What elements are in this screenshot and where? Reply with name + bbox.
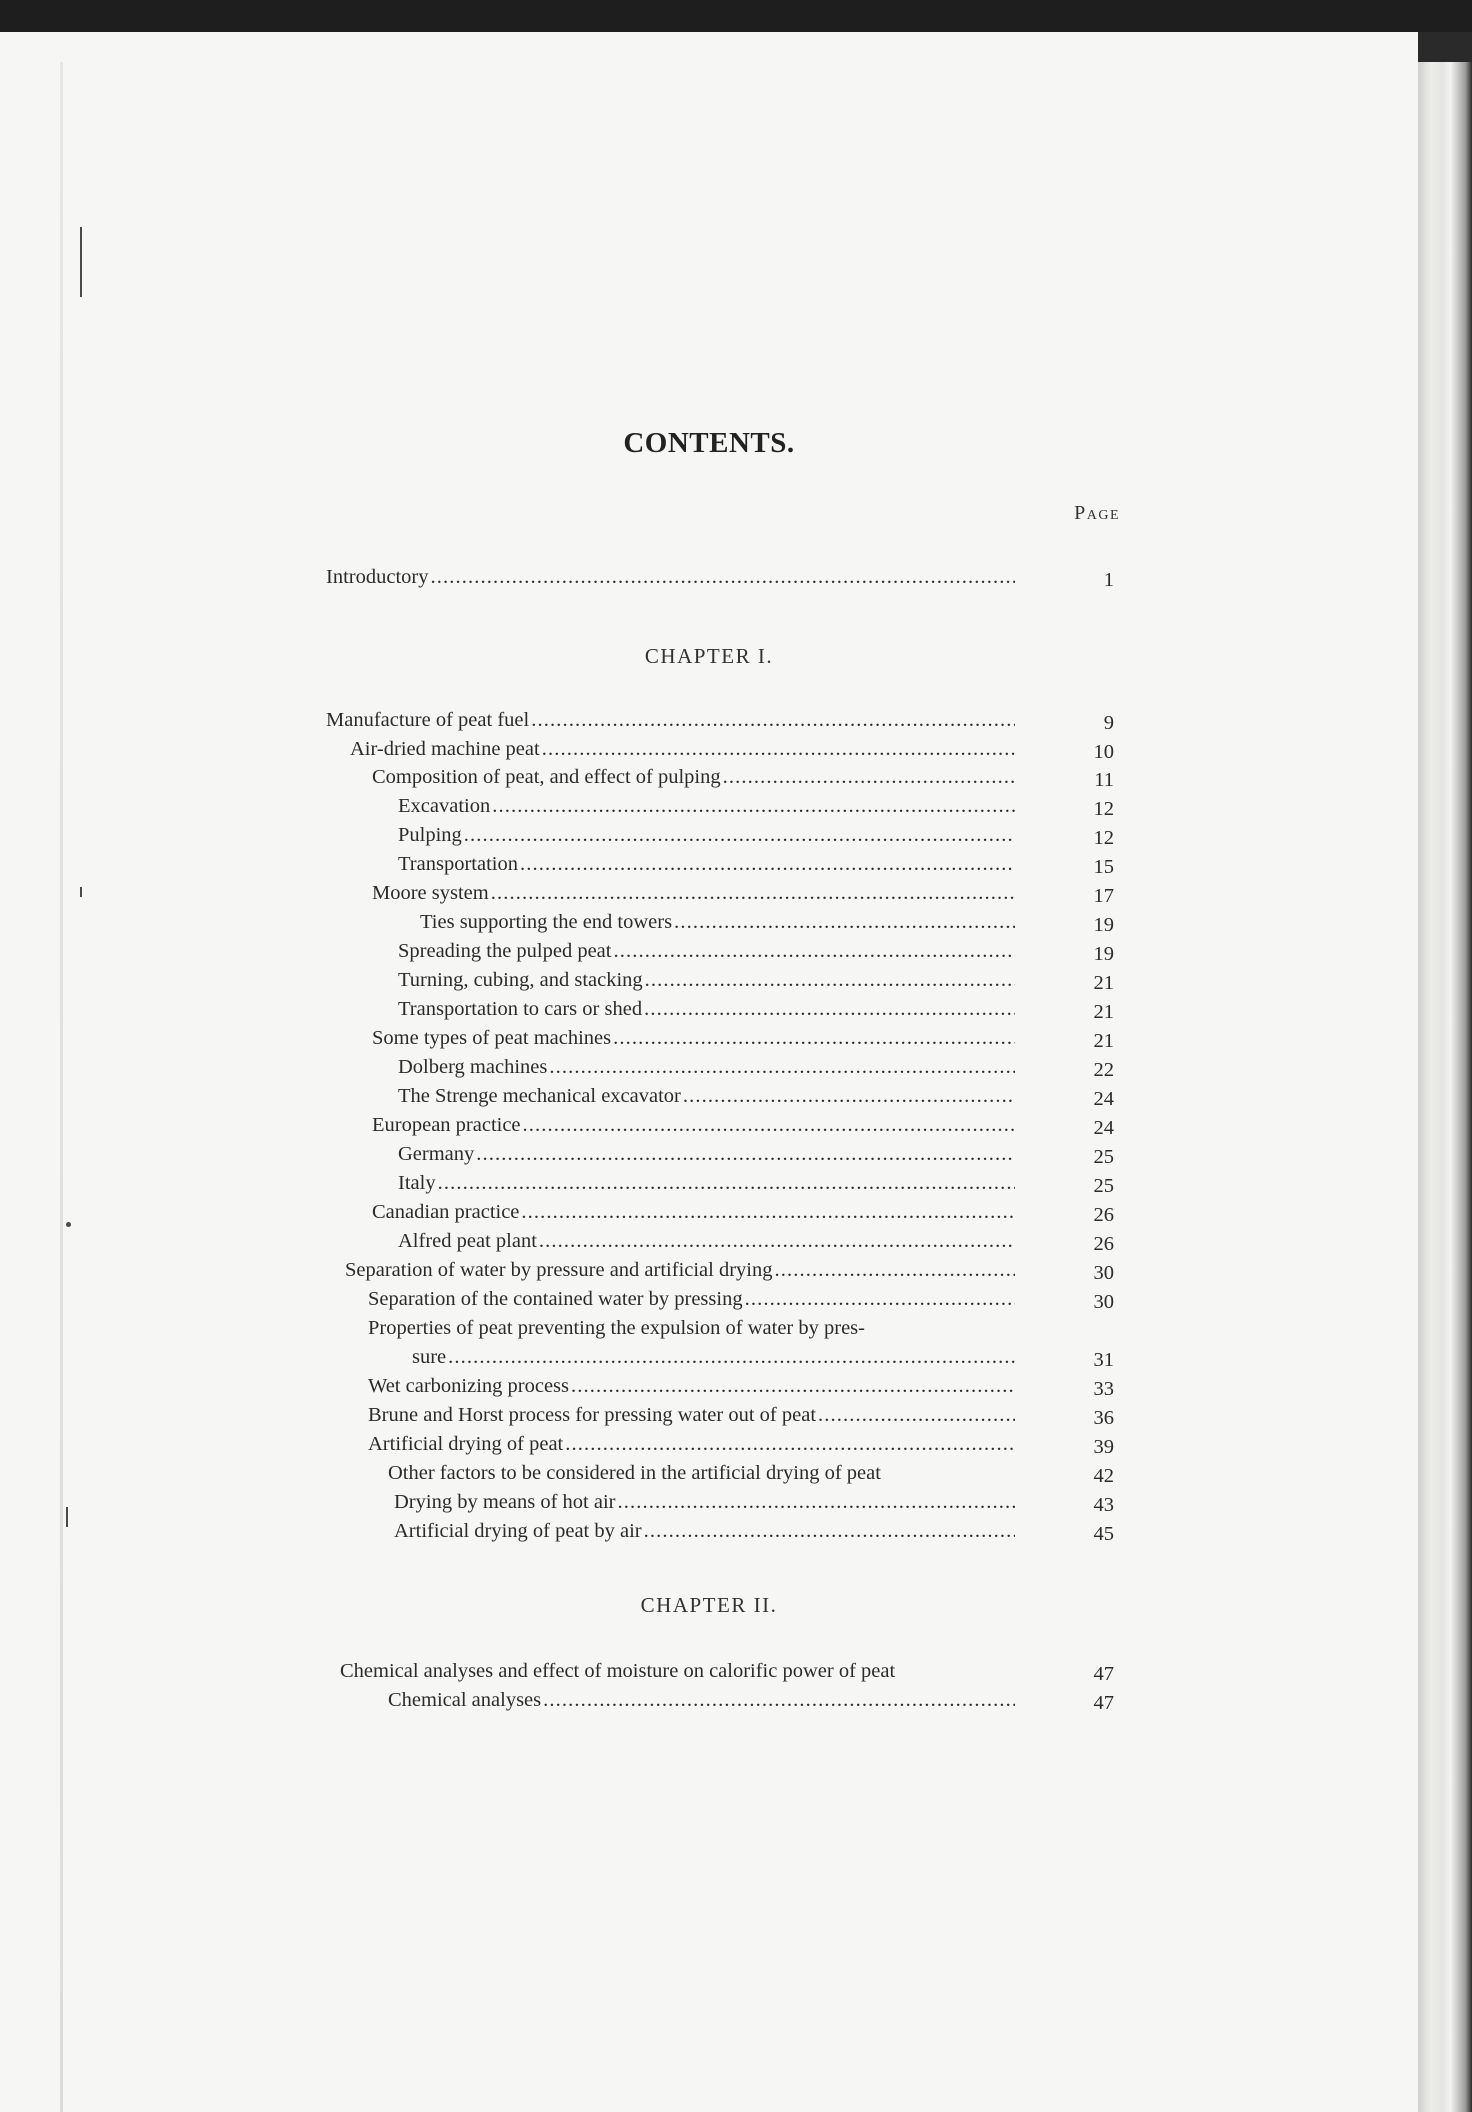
toc-entry (326, 564, 1015, 590)
toc-entry-page: 11 (1094, 769, 1114, 791)
toc-entry-label: Chemical analyses . . . (388, 1687, 1015, 1713)
toc-entry-page: 26 (1093, 1204, 1114, 1226)
toc-entry (398, 851, 1015, 877)
toc-entry-label: European practice . . . (372, 1112, 1015, 1138)
toc-entry (340, 1658, 1015, 1684)
toc-entry (398, 967, 1015, 993)
chapter-heading-2: CHAPTER II. (640, 1593, 778, 1617)
toc-entry-label: sure . . . (412, 1344, 1015, 1370)
toc-entry (420, 909, 1015, 935)
page-stack-edge (1418, 62, 1472, 2112)
toc-entry-label: Canadian practice . . . (372, 1199, 1015, 1225)
toc-entry-label: Composition of peat, and effect of pulping . . . (372, 764, 1015, 790)
toc-entry-page: 24 (1093, 1088, 1114, 1110)
toc-entry-page: 45 (1093, 1523, 1114, 1545)
toc-entry-label: Dolberg machines . . . (398, 1054, 1015, 1080)
toc-entry (368, 1373, 1015, 1399)
toc-entry-page: 43 (1093, 1494, 1114, 1516)
toc-entry-label: Some types of peat machines . . . (372, 1025, 1015, 1051)
toc-entry-page: 31 (1093, 1349, 1114, 1371)
toc-entry (398, 1141, 1015, 1167)
toc-entry-page: 33 (1093, 1378, 1114, 1400)
book-page (0, 32, 1418, 2112)
contents-title: CONTENTS. (623, 427, 795, 459)
toc-entry (345, 1257, 1015, 1283)
toc-entry-page: 12 (1093, 827, 1114, 849)
toc-entry (372, 1199, 1015, 1225)
toc-entry-page: 25 (1093, 1175, 1114, 1197)
toc-entry-label: Pulping . . . (398, 822, 1015, 848)
toc-entry-page: 21 (1093, 1030, 1114, 1052)
toc-entry-label: The Strenge mechanical excavator . . . (398, 1083, 1015, 1109)
toc-entry-label: Chemical analyses and effect of moisture on calorific power of peat (340, 1660, 896, 1682)
toc-entry (394, 1518, 1015, 1544)
toc-entry-label: Alfred peat plant . . . (398, 1228, 1015, 1254)
toc-entry-page: 9 (1103, 712, 1114, 734)
toc-entry (394, 1489, 1015, 1515)
toc-entry-label: Italy . . . (398, 1170, 1015, 1196)
toc-entry (398, 1054, 1015, 1080)
toc-entry-page: 47 (1093, 1663, 1114, 1685)
toc-entry-page: 17 (1093, 885, 1114, 907)
toc-entry-page: 39 (1093, 1436, 1114, 1458)
toc-entry (388, 1460, 1015, 1486)
toc-entry (412, 1344, 1015, 1370)
toc-entry-page: 26 (1093, 1233, 1114, 1255)
toc-entry (398, 938, 1015, 964)
toc-entry-label: Other factors to be considered in the artificial drying of peat (388, 1462, 881, 1484)
toc-entry (372, 1112, 1015, 1138)
toc-entry-label: Artificial drying of peat . . . (368, 1431, 1015, 1457)
toc-entry (398, 1083, 1015, 1109)
toc-entry-label: Ties supporting the end towers . . . (420, 909, 1015, 935)
toc-entry (368, 1286, 1015, 1312)
page-column-header: Page (1074, 502, 1120, 524)
toc-entry-label: Wet carbonizing process . . . (368, 1373, 1015, 1399)
toc-entry-label: Separation of the contained water by pressing . . . (368, 1286, 1015, 1312)
toc-entry (326, 707, 1015, 733)
toc-entry (398, 822, 1015, 848)
toc-entry-page: 10 (1093, 741, 1114, 763)
toc-entry (398, 1228, 1015, 1254)
toc-entry-label: Drying by means of hot air . . . (394, 1489, 1015, 1515)
toc-entry (372, 880, 1015, 906)
toc-entry-label: Separation of water by pressure and artificial drying . . . (345, 1257, 1015, 1283)
toc-entry (372, 1025, 1015, 1051)
toc-entry-label: Moore system . . . (372, 880, 1015, 906)
toc-entry-page: 30 (1093, 1262, 1114, 1284)
toc-entry (398, 793, 1015, 819)
toc-entry (368, 1402, 1015, 1428)
toc-entry (350, 736, 1015, 762)
toc-entry-page: 25 (1093, 1146, 1114, 1168)
toc-entry-page: 19 (1093, 914, 1114, 936)
toc-entry-page: 36 (1093, 1407, 1114, 1429)
toc-entry-page: 47 (1093, 1692, 1114, 1714)
toc-entry-label: Germany . . . (398, 1141, 1015, 1167)
toc-entry (372, 764, 1015, 790)
toc-entry (398, 1170, 1015, 1196)
toc-entry-label: Artificial drying of peat by air . . . (394, 1518, 1015, 1544)
toc-entry-label: Transportation to cars or shed . . . (398, 996, 1015, 1022)
toc-entry-label: Introductory . . . (326, 564, 1015, 590)
toc-entry-page: 24 (1093, 1117, 1114, 1139)
toc-entry-page: 1 (1103, 569, 1114, 591)
toc-entry-page: 30 (1093, 1291, 1114, 1313)
toc-entry (368, 1315, 1015, 1341)
toc-entry-label: Spreading the pulped peat . . . (398, 938, 1015, 964)
table-of-contents (0, 32, 1418, 2112)
scan-top-edge (0, 0, 1472, 32)
toc-entry-label: Turning, cubing, and stacking . . . (398, 967, 1015, 993)
toc-entry-label: Properties of peat preventing the expulsion of water by pres- (368, 1317, 865, 1339)
chapter-heading-1: CHAPTER I. (644, 644, 774, 668)
toc-entry-page: 19 (1093, 943, 1114, 965)
toc-entry-label: Brune and Horst process for pressing water out of peat . . . (368, 1402, 1015, 1428)
toc-entry-page: 42 (1093, 1465, 1114, 1487)
toc-entry-label: Manufacture of peat fuel . . . (326, 707, 1015, 733)
toc-entry-label: Excavation . . . (398, 793, 1015, 819)
toc-entry-page: 21 (1093, 972, 1114, 994)
toc-entry (368, 1431, 1015, 1457)
toc-entry-page: 15 (1093, 856, 1114, 878)
toc-entry-label: Air-dried machine peat . . . (350, 736, 1015, 762)
toc-entry-page: 22 (1093, 1059, 1114, 1081)
toc-entry-page: 12 (1093, 798, 1114, 820)
toc-entry-label: Transportation . . . (398, 851, 1015, 877)
toc-entry-page: 21 (1093, 1001, 1114, 1023)
toc-entry (398, 996, 1015, 1022)
toc-entry (388, 1687, 1015, 1713)
